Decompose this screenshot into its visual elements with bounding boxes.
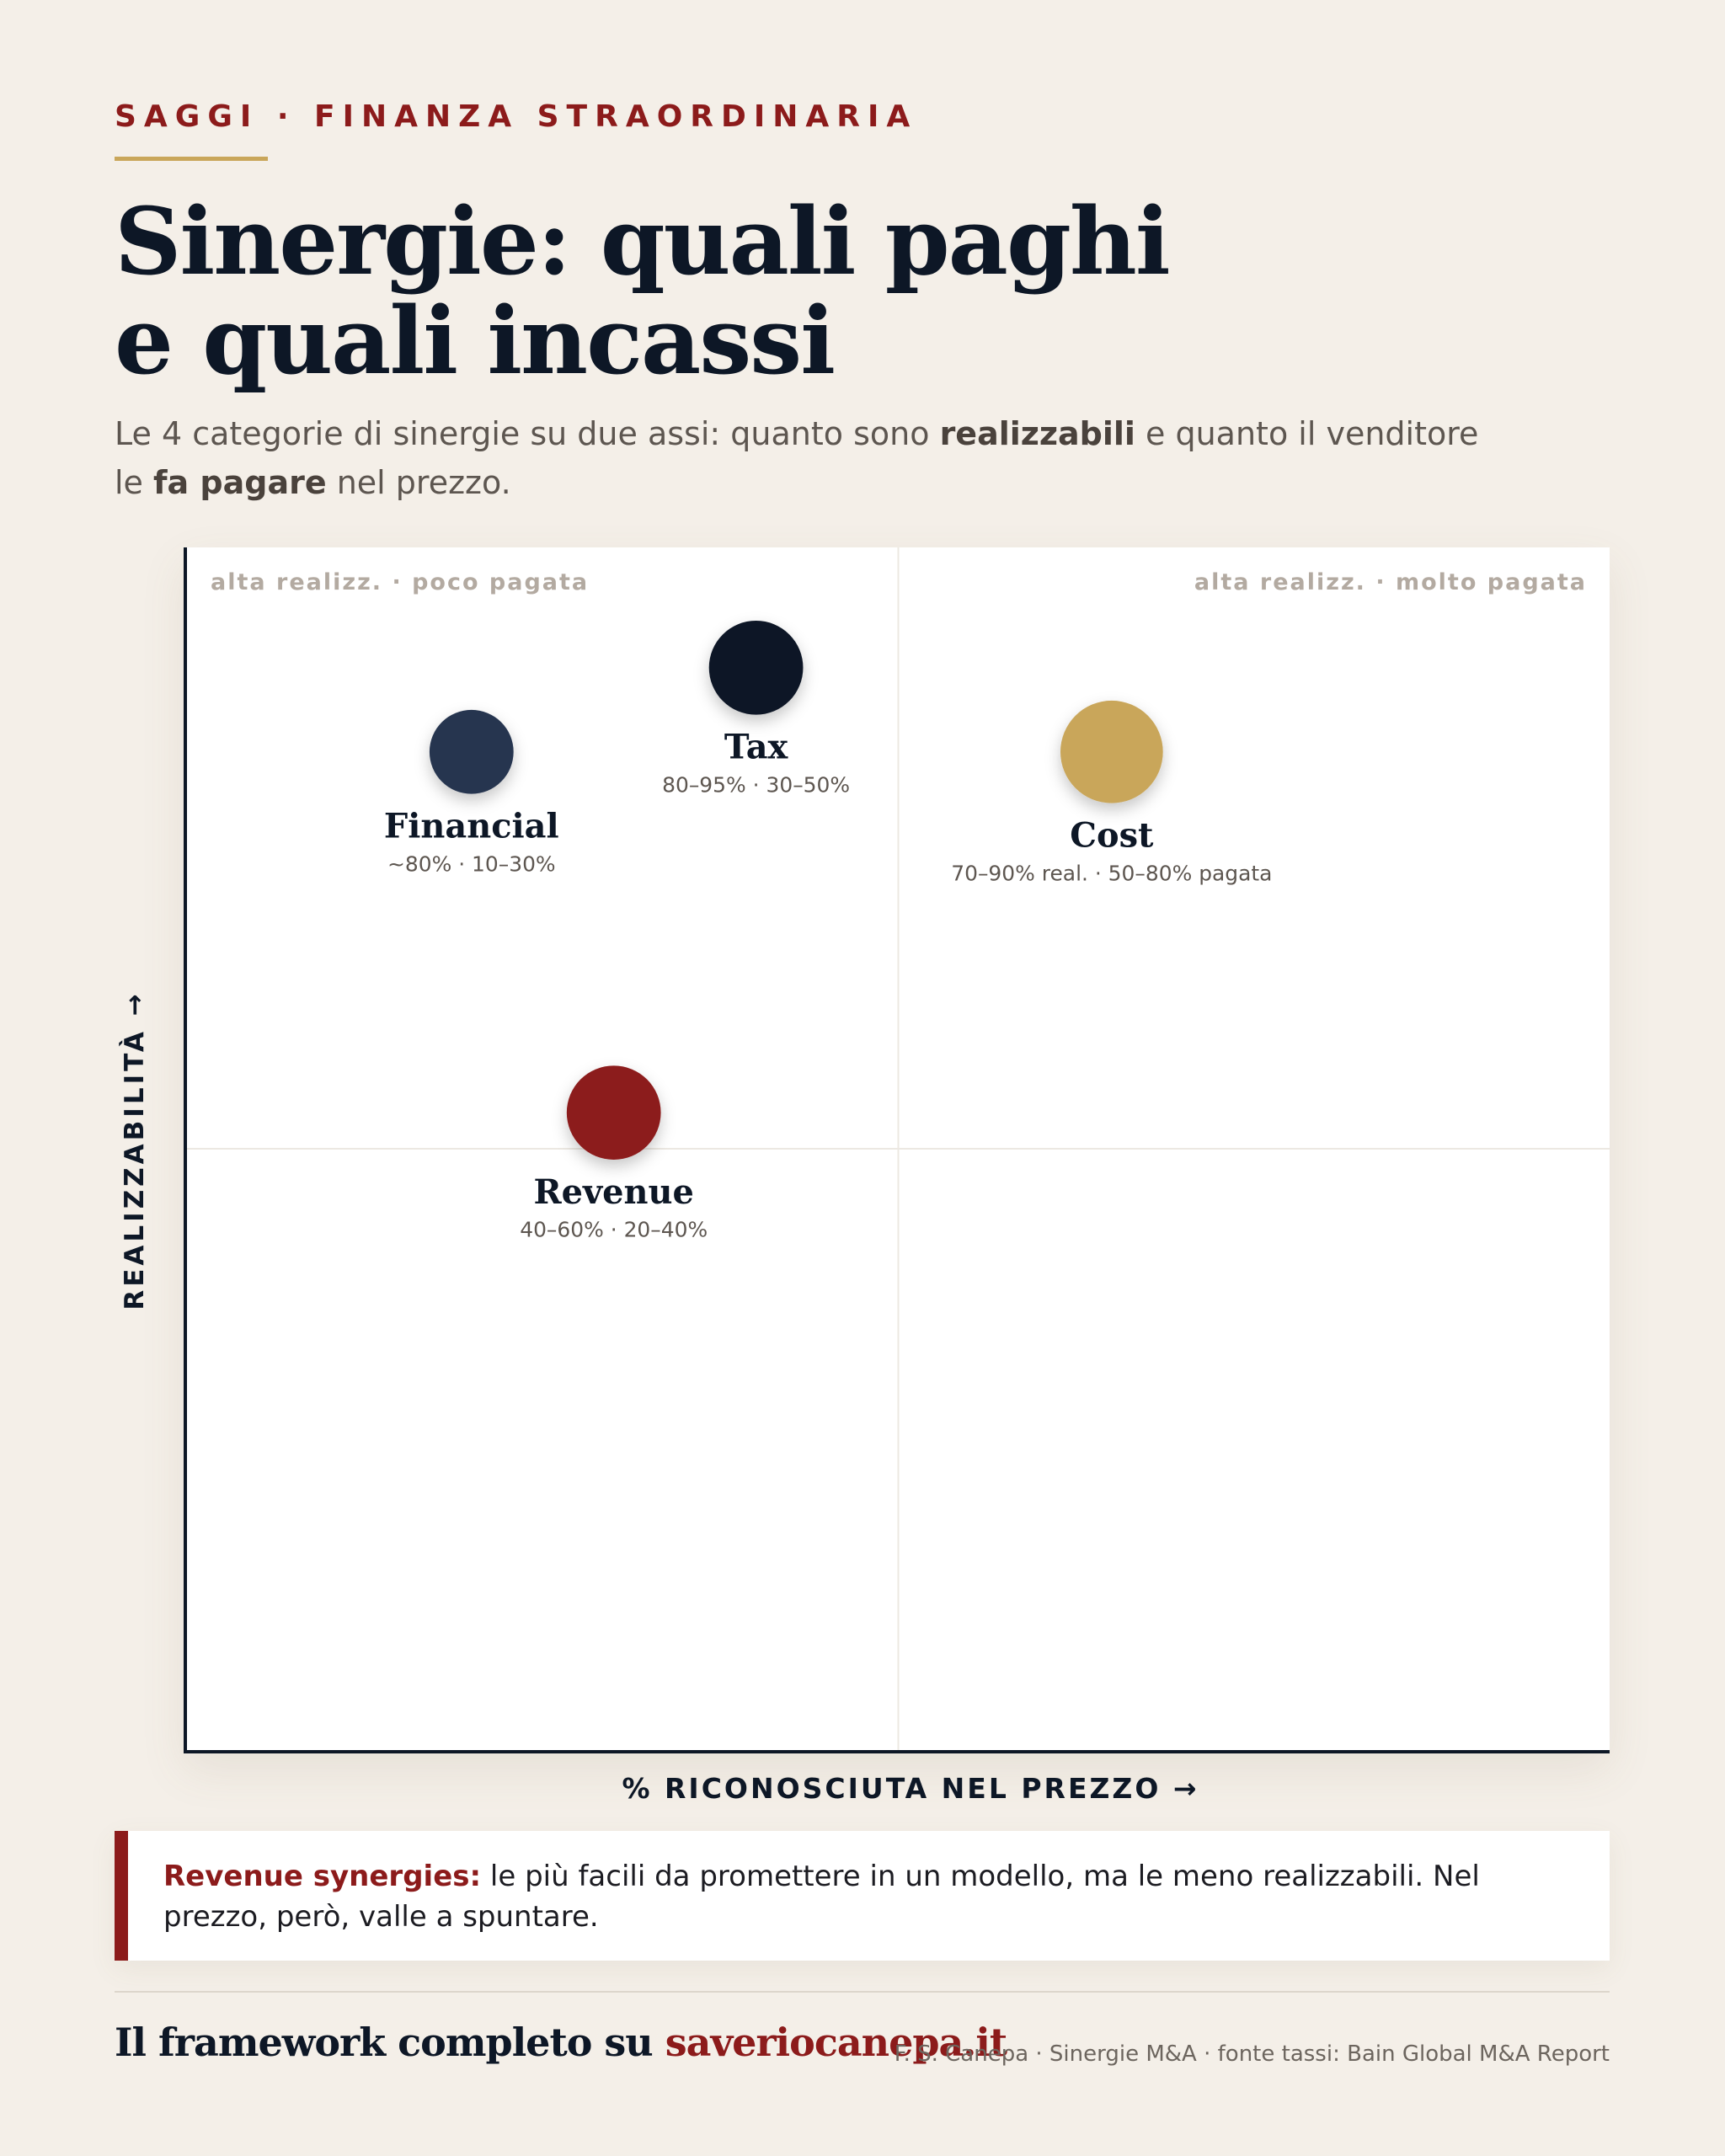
page-subtitle <box>115 409 1496 507</box>
bubble-label-cost: Cost <box>1070 816 1154 856</box>
bubble-cost <box>1060 701 1163 803</box>
quadrant-label-top-right: alta realizz. · molto pagata <box>1194 569 1587 595</box>
bubble-label-revenue: Revenue <box>533 1172 694 1212</box>
bubble-label-tax: Tax <box>724 728 788 767</box>
callout-lead: Revenue synergies: <box>163 1860 482 1893</box>
y-axis-title: REALIZZABILITÀ → <box>120 990 150 1310</box>
bubble-detail-tax: 80–95% · 30–50% <box>662 772 851 798</box>
bubble-tax <box>709 621 804 715</box>
section-kicker: SAGGI · FINANZA STRAORDINARIA <box>115 99 918 134</box>
subtitle-text-1: Le 4 categorie di sinergie su due assi: quanto sono <box>115 415 940 452</box>
bubble-label-financial: Financial <box>383 807 559 846</box>
footer-site-link[interactable]: saveriocanepa.it <box>665 2020 1007 2065</box>
page-title <box>115 187 1169 395</box>
subtitle-text-3: nel prezzo. <box>326 464 511 501</box>
footer-credit: F. S. Canepa · Sinergie M&A · fonte tassi: Bain Global M&A Report <box>894 2041 1610 2067</box>
bubble-revenue <box>567 1065 661 1160</box>
title-line-1: Sinergie: quali paghi <box>115 187 1169 296</box>
quadrant-label-top-left: alta realizz. · poco pagata <box>211 569 590 595</box>
scatter-plot-area <box>184 547 1610 1753</box>
x-axis-title: % RICONOSCIUTA NEL PREZZO → <box>622 1772 1199 1805</box>
revenue-callout <box>115 1831 1610 1961</box>
footer-cta-text: Il framework completo su <box>115 2020 665 2065</box>
callout-text: le più facili da promettere in un modello, ma le meno realizzabili. Nel prezzo, però, valle a spuntare. <box>163 1860 1480 1934</box>
subtitle-bold-realizzabili: realizzabili <box>939 415 1135 452</box>
footer-divider <box>115 1991 1610 1993</box>
kicker-rule <box>115 157 268 161</box>
subtitle-text-2: e quanto il venditore le <box>115 415 1479 501</box>
bubble-financial <box>430 710 514 794</box>
title-line-2: e quali incassi <box>115 286 834 395</box>
bubble-detail-financial: ~80% · 10–30% <box>387 851 556 877</box>
footer-cta <box>115 2020 1007 2065</box>
bubble-detail-cost: 70–90% real. · 50–80% pagata <box>951 861 1273 886</box>
chart-svg <box>187 547 1610 1750</box>
bubble-detail-revenue: 40–60% · 20–40% <box>520 1217 708 1242</box>
subtitle-bold-fa-pagare: fa pagare <box>153 464 327 501</box>
